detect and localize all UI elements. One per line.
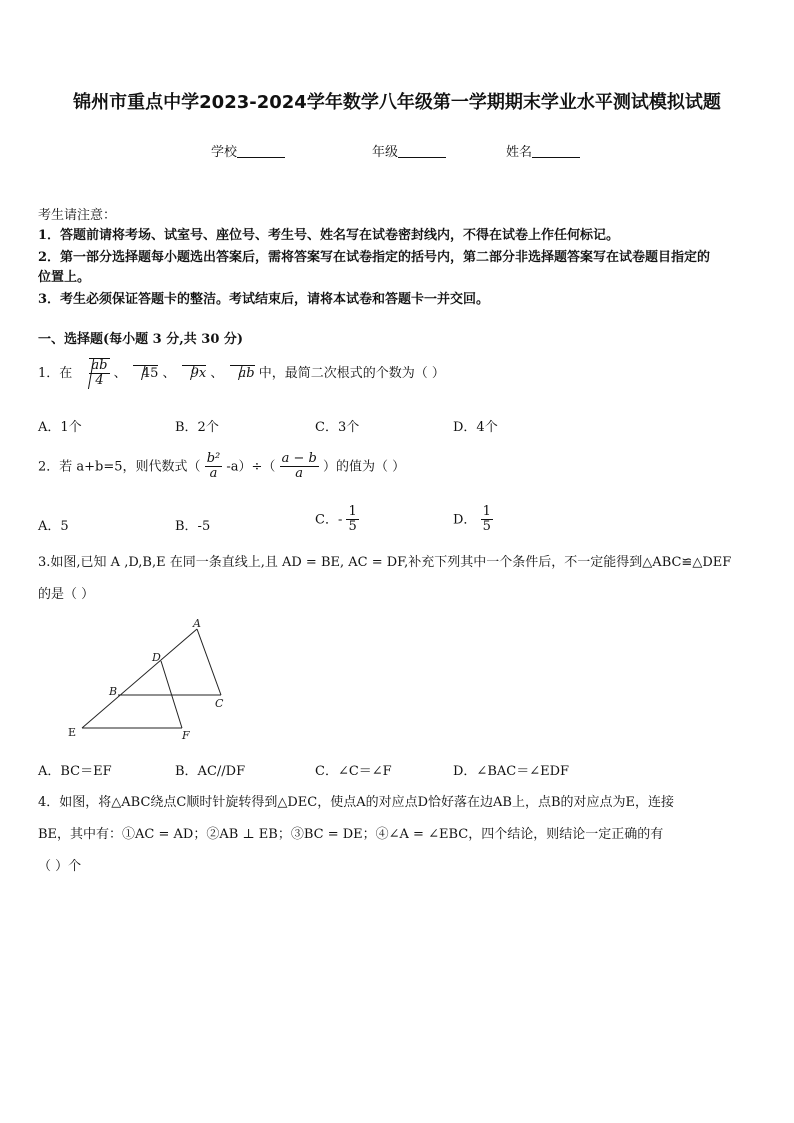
fraction-b2-over-a: $\frac{\text{b²}}{a}$ bbox=[206, 451, 221, 482]
notice-item-2-cont: 位置上。 bbox=[38, 270, 91, 285]
radical-45: 45 bbox=[133, 365, 159, 381]
question-4-line-2: BE，其中有：①AC = AD；②AB ⊥ EB；③BC = DE；④∠A = ∠EBC，四个结论，则结论一定正确的有 bbox=[38, 827, 664, 842]
radical-ab: ab bbox=[230, 365, 255, 381]
q1-option-a: A．1个 bbox=[38, 420, 82, 435]
segment-AE bbox=[82, 629, 197, 728]
question-1: 1．在 $\frac{ab}{4}$ 、 45 、 9x 、 ab 中，最简二次根式的个数为（ ） bbox=[38, 358, 445, 389]
radical-ab-over-4: $\frac{ab}{4}$ bbox=[78, 358, 109, 389]
q3-option-d: D．∠BAC＝∠EDF bbox=[453, 764, 570, 779]
q3-option-b: B．AC//DF bbox=[175, 764, 246, 779]
label-D: D bbox=[152, 651, 161, 664]
question-3-line-1: 3.如图,已知 A ,D,B,E 在同一条直线上,且 AD = BE, AC = DF,补充下列其中一个条件后，不一定能得到△ABC≌△DEF bbox=[38, 555, 732, 570]
fraction-a-minus-b-over-a: $\frac{a - b}{a}$ bbox=[281, 451, 317, 482]
section-heading: 一、选择题(每小题 3 分,共 30 分) bbox=[38, 332, 244, 347]
label-C: C bbox=[215, 697, 224, 710]
question-4-line-1: 4．如图，将△ABC绕点C顺时针旋转得到△DEC，使点A的对应点D恰好落在边AB上，点B的对应点为E，连接 bbox=[38, 795, 674, 810]
question-4-line-3: （ ）个 bbox=[38, 859, 82, 874]
q2-option-b: B．-5 bbox=[175, 519, 211, 534]
label-B: B bbox=[109, 685, 118, 698]
notice-item-2: 2．第一部分选择题每小题选出答案后，需将答案写在试卷指定的括号内，第二部分非选择题答案写在试卷题目指定的 bbox=[38, 250, 711, 265]
notice-item-3: 3．考生必须保证答题卡的整洁。考试结束后，请将本试卷和答题卡一并交回。 bbox=[38, 292, 490, 307]
q3-option-c: C．∠C＝∠F bbox=[315, 764, 392, 779]
label-E: E bbox=[68, 726, 77, 739]
notice-heading: 考生请注意： bbox=[38, 208, 117, 223]
page-title: 锦州市重点中学2023-2024学年数学八年级第一学期期末学业水平测试模拟试题 bbox=[73, 92, 721, 113]
segment-AC bbox=[197, 629, 221, 695]
radical-9x: 9x bbox=[182, 365, 207, 381]
grade-field: 年级 bbox=[372, 141, 446, 160]
notice-item-1: 1．答题前请将考场、试室号、座位号、考生号、姓名写在试卷密封线内，不得在试卷上作任何标记。 bbox=[38, 228, 620, 243]
label-A: A bbox=[193, 617, 201, 630]
q3-option-a: A．BC＝EF bbox=[38, 764, 112, 779]
q2-option-d: D． $\frac{1}{5}$ bbox=[453, 504, 491, 535]
q1-option-b: B．2个 bbox=[175, 420, 219, 435]
q3-geometry-figure bbox=[60, 615, 240, 745]
q1-option-c: C．3个 bbox=[315, 420, 360, 435]
q2-option-c: C．- $\frac{1}{5}$ bbox=[315, 504, 357, 535]
question-3-line-2: 的是（ ） bbox=[38, 587, 95, 602]
question-2: 2．若 a+b=5，则代数式（ $\frac{\text{b²}}{a}$ -a）÷（ $\frac{a - b}{a}$ ）的值为（ ） bbox=[38, 451, 406, 482]
q2-option-a: A．5 bbox=[38, 519, 69, 534]
q1-option-d: D．4个 bbox=[453, 420, 498, 435]
label-F: F bbox=[182, 729, 190, 742]
school-field: 学校 bbox=[211, 141, 285, 160]
name-field: 姓名 bbox=[506, 141, 580, 160]
